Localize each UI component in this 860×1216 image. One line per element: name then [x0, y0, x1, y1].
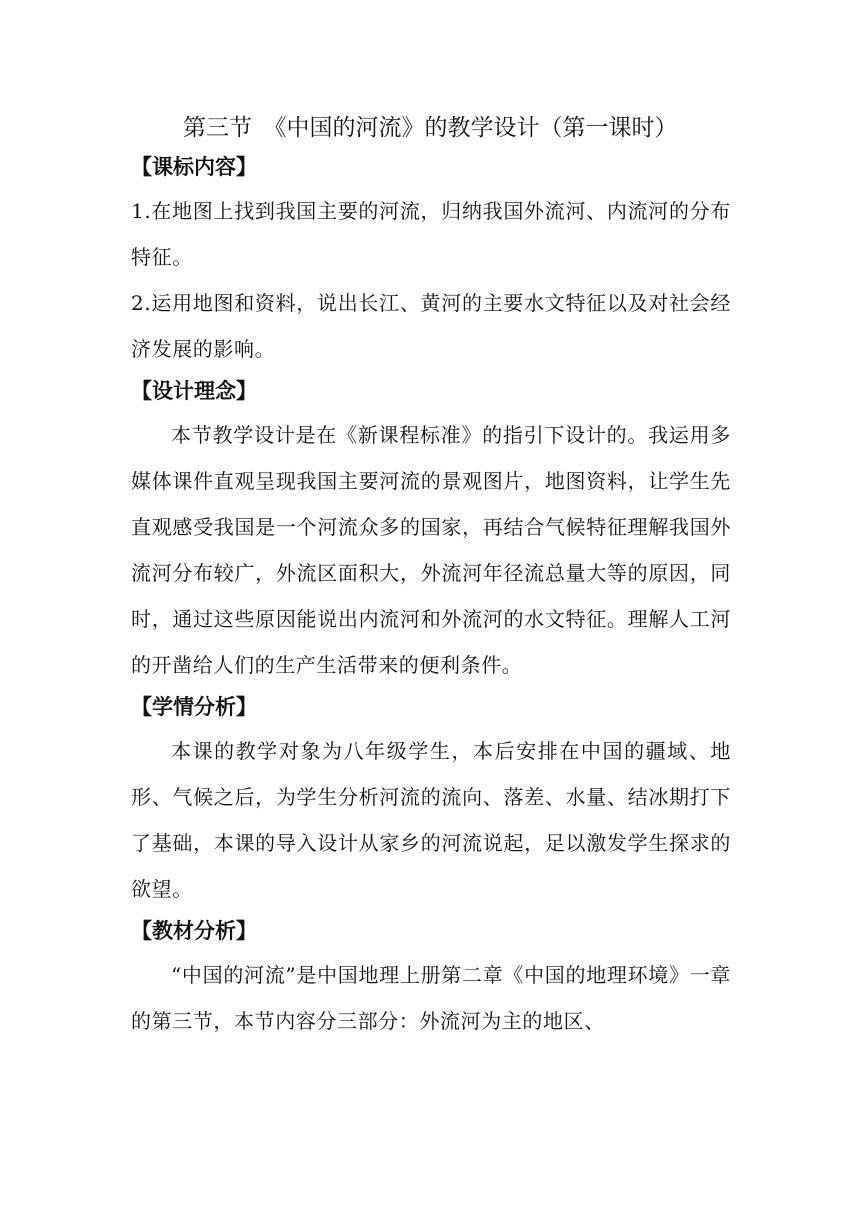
curriculum-item-1: 1.在地图上找到我国主要的河流，归纳我国外流河、内流河的分布特征。: [131, 199, 731, 269]
student-analysis-paragraph: 本课的教学对象为八年级学生，本后安排在中国的疆域、地形、气候之后，为学生分析河流的流向、落差、水量、结冰期打下了基础，本课的导入设计从家乡的河流说起，足以激发学生探求的欲望。: [131, 739, 731, 901]
document-title: 第三节 《中国的河流》的教学设计（第一课时）: [183, 115, 678, 141]
section-heading-student-analysis: 【学情分析】: [131, 695, 257, 719]
section-heading-textbook-analysis: 【教材分析】: [131, 919, 257, 943]
document-content: [131, 110, 731, 1044]
section-heading-design-concept: 【设计理念】: [131, 379, 257, 403]
curriculum-item-2: 2.运用地图和资料，说出长江、黄河的主要水文特征以及对社会经济发展的影响。: [131, 291, 731, 361]
design-concept-paragraph: 本节教学设计是在《新课程标准》的指引下设计的。我运用多媒体课件直观呈现我国主要河流的景观图片，地图资料，让学生先直观感受我国是一个河流众多的国家，再结合气候特征理解我国外流河分布较广，外流区面积大，外流河年径流总量大等的原因，同时，通过这些原因能说出内流河和外流河的水文特征。理解人工河的开凿给人们的生产生活带来的便利条件。: [131, 423, 731, 677]
textbook-analysis-paragraph: “中国的河流”是中国地理上册第二章《中国的地理环境》一章的第三节，本节内容分三部分：外流河为主的地区、: [131, 963, 731, 1033]
section-heading-curriculum: 【课标内容】: [131, 155, 257, 179]
